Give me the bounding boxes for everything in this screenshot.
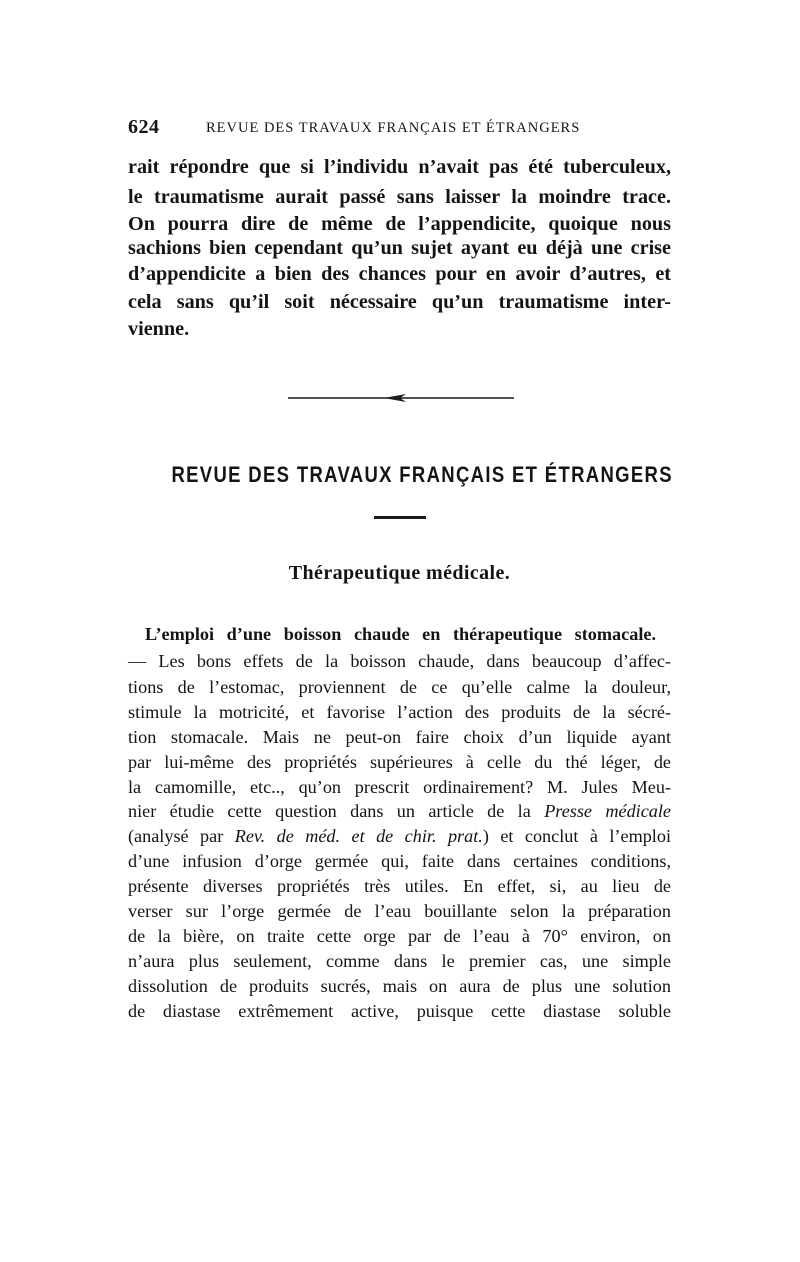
line-text: (analysé par [128, 826, 224, 846]
text-line: tions de l’estomac, proviennent de ce qu’elle calme la douleur, [128, 677, 671, 697]
text-line: n’aura plus seulement, comme dans le premier cas, une simple [128, 951, 671, 971]
text-line: la camomille, etc.., qu’on prescrit ordinairement? M. Jules Meu- [128, 777, 671, 797]
line-text: ) et conclut à l’emploi [482, 826, 672, 846]
ornament-divider [288, 390, 514, 404]
page-number: 624 [128, 116, 160, 138]
text-line: On pourra dire de même de l’appendicite, quoique nous [128, 213, 671, 235]
text-line-with-citation [128, 822, 671, 850]
text-line: sachions bien cependant qu’un sujet ayant eu déjà une crise [128, 237, 671, 259]
text-line: rait répondre que si l’individu n’avait pas été tuberculeux, [128, 156, 671, 178]
text-line: dissolution de produits sucrés, mais on aura de plus une solution [128, 976, 671, 996]
running-head [128, 116, 668, 142]
text-line: cela sans qu’il soit nécessaire qu’un traumatisme inter- [128, 291, 671, 313]
text-line: le traumatisme aurait passé sans laisser la moindre trace. [128, 186, 671, 208]
text-line: par lui-même des propriétés supérieures à celle du thé léger, de [128, 752, 671, 772]
journal-title: Presse médicale [544, 801, 672, 821]
text-line: verser sur l’orge germée de l’eau bouillante selon la préparation [128, 901, 671, 921]
text-line: d’appendicite a bien des chances pour en avoir d’autres, et [128, 263, 671, 285]
section-rule [374, 516, 426, 519]
text-line: vienne. [128, 318, 190, 340]
text-line: — Les bons effets de la boisson chaude, dans beaucoup d’affec- [128, 651, 671, 671]
text-line: de diastase extrêmement active, puisque cette diastase soluble [128, 1001, 671, 1021]
section-title: REVUE DES TRAVAUX FRANÇAIS ET ÉTRANGERS [171, 462, 673, 487]
text-line: stimule la motricité, et favorise l’action des produits de la sécré- [128, 702, 671, 722]
journal-abbreviation: Rev. de méd. et de chir. prat. [234, 826, 483, 846]
text-line: d’une infusion d’orge germée qui, faite dans certaines conditions, [128, 851, 671, 871]
text-line: tion stomacale. Mais ne peut-on faire choix d’un liquide ayant [128, 727, 671, 747]
article-heading: L’emploi d’une boisson chaude en thérapeutique stomacale. [145, 624, 656, 644]
subsection-title: Thérapeutique médicale. [288, 562, 511, 584]
line-text: nier étudie cette question dans un article de la [128, 801, 531, 821]
running-title: REVUE DES TRAVAUX FRANÇAIS ET ÉTRANGERS [206, 120, 581, 136]
text-line-with-journal [128, 797, 671, 825]
text-line: de la bière, on traite cette orge par de l’eau à 70° environ, on [128, 926, 671, 946]
text-line: présente diverses propriétés très utiles. En effet, si, au lieu de [128, 876, 671, 896]
